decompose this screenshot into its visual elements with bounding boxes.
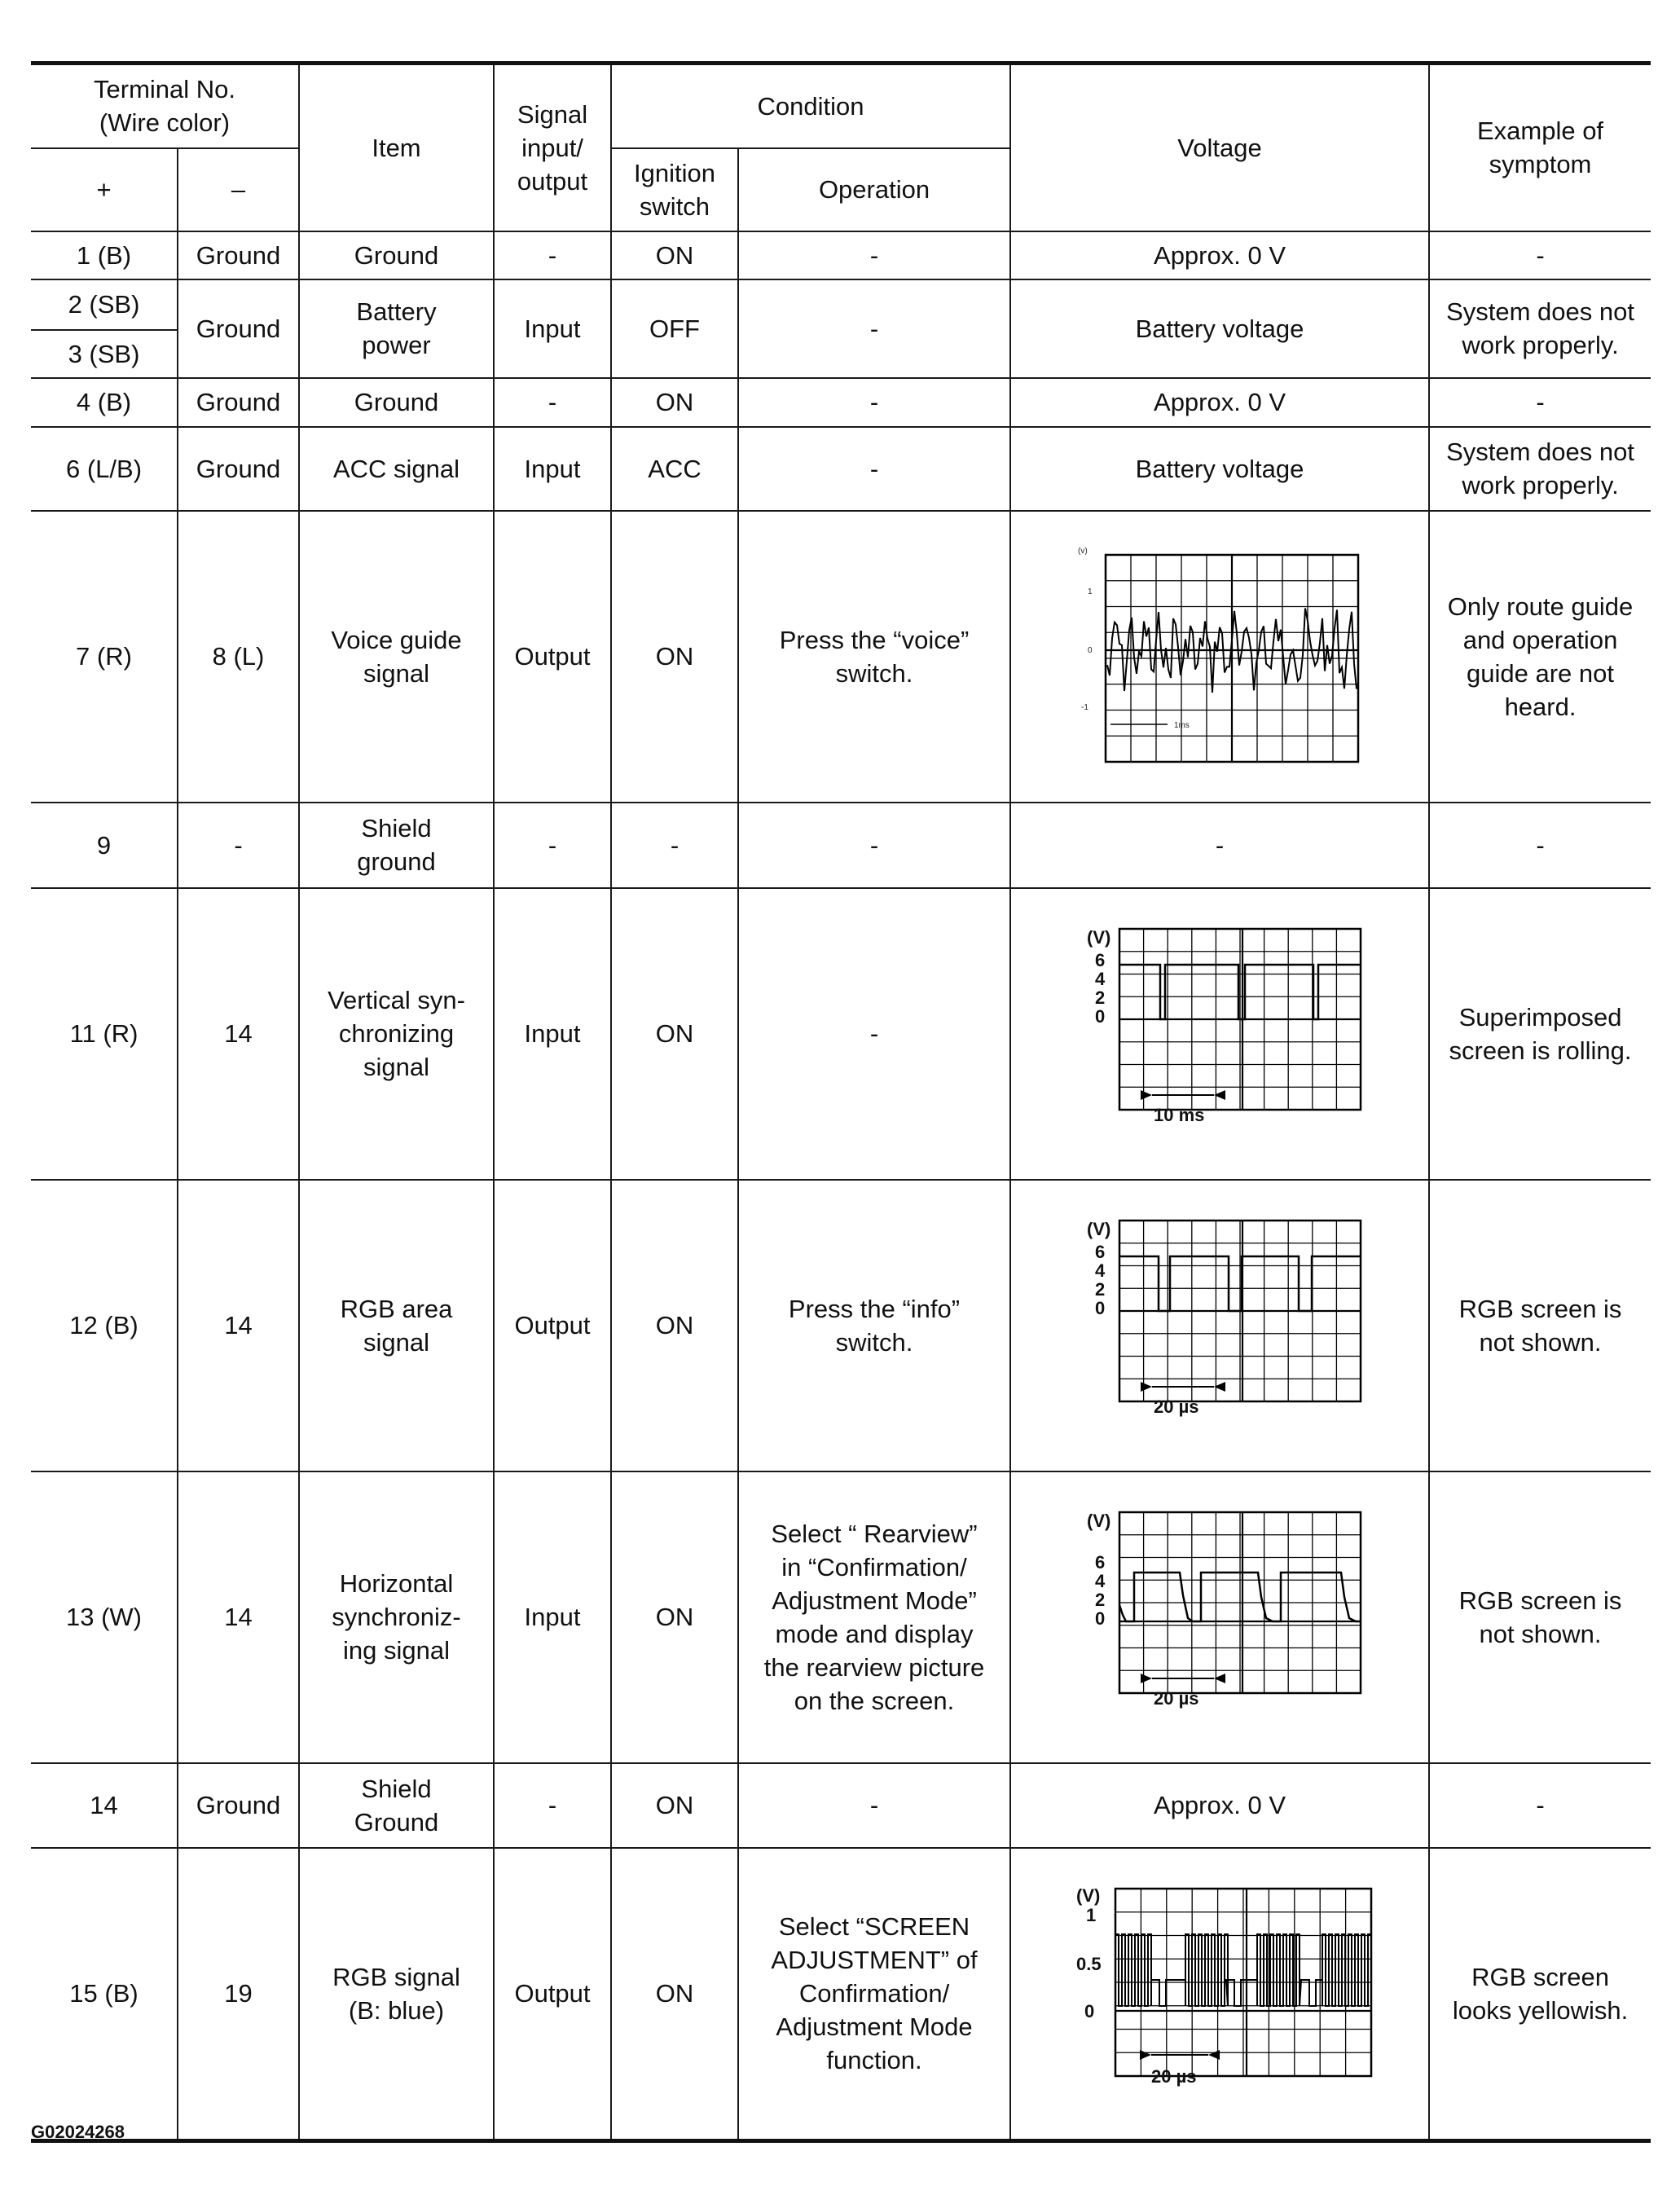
cell-signal: Input — [494, 888, 611, 1180]
rgbarea-tick-6: 6 — [1095, 1241, 1106, 1262]
cell-minus: Ground — [178, 378, 299, 427]
vsync-tick-6: 6 — [1095, 949, 1106, 970]
vsync-tick-2: 2 — [1095, 987, 1106, 1008]
cell-symptom: RGB screen is not shown. — [1429, 1471, 1651, 1763]
cell-voltage: Battery voltage — [1010, 427, 1429, 511]
cell-voltage: Battery voltage — [1010, 279, 1429, 378]
cell-ignition: ON — [611, 511, 738, 803]
vertical-sync-waveform — [1069, 924, 1370, 1144]
table-row — [31, 1471, 1651, 1763]
cell-symptom: Only route guide and operation guide are not heard. — [1429, 511, 1651, 803]
vsync-unit-label: (V) — [1087, 926, 1111, 948]
rgbblue-period-arrows — [1140, 2050, 1220, 2060]
cell-operation: Select “SCREEN ADJUSTMENT” of Confirmation/ Adjustment Mode function. — [738, 1848, 1010, 2141]
header-voltage: Voltage — [1010, 64, 1429, 231]
cell-symptom: - — [1429, 378, 1651, 427]
cell-minus: 14 — [178, 1471, 299, 1763]
cell-signal: - — [494, 231, 611, 279]
rgbarea-tick-2: 2 — [1095, 1278, 1106, 1300]
vsync-period-arrows — [1141, 1090, 1225, 1100]
cell-voltage: Approx. 0 V — [1010, 1763, 1429, 1848]
voice-time-label: 1ms — [1174, 720, 1190, 730]
cell-ignition: OFF — [611, 279, 738, 378]
cell-ignition: ON — [611, 231, 738, 279]
rgbblue-tick-0-5: 0.5 — [1076, 1953, 1102, 1974]
cell-plus: 3 (SB) — [31, 330, 178, 378]
cell-voltage: Approx. 0 V — [1010, 231, 1429, 279]
cell-symptom: RGB screen is not shown. — [1429, 1180, 1651, 1471]
cell-item: ACC signal — [299, 427, 494, 511]
cell-ignition: ON — [611, 1848, 738, 2141]
cell-minus: 8 (L) — [178, 511, 299, 803]
cell-operation: - — [738, 803, 1010, 888]
table-row — [31, 378, 1651, 427]
rgbblue-time-label: 20 µs — [1151, 2065, 1197, 2087]
cell-plus: 2 (SB) — [31, 279, 178, 330]
cell-plus: 13 (W) — [31, 1471, 178, 1763]
cell-operation: - — [738, 378, 1010, 427]
cell-operation: Press the “voice” switch. — [738, 511, 1010, 803]
cell-symptom: System does not work properly. — [1429, 279, 1651, 378]
header-condition: Condition — [611, 64, 1010, 148]
cell-plus: 1 (B) — [31, 231, 178, 279]
cell-symptom: - — [1429, 803, 1651, 888]
table-row — [31, 1763, 1651, 1848]
cell-signal: Output — [494, 1848, 611, 2141]
cell-ignition: ACC — [611, 427, 738, 511]
cell-voltage-waveform — [1010, 888, 1429, 1180]
cell-voltage-waveform — [1010, 1471, 1429, 1763]
cell-symptom: System does not work properly. — [1429, 427, 1651, 511]
header-signal: Signal input/ output — [494, 64, 611, 231]
table-row — [31, 279, 1651, 330]
cell-signal: Output — [494, 1180, 611, 1471]
cell-minus: Ground — [178, 231, 299, 279]
horizontal-sync-waveform — [1069, 1507, 1370, 1727]
rgbarea-tick-0: 0 — [1095, 1297, 1106, 1318]
voice-tick-1: 1 — [1088, 587, 1093, 596]
cell-signal: - — [494, 378, 611, 427]
cell-item: Horizontal synchroniz- ing signal — [299, 1471, 494, 1763]
cell-item: RGB signal (B: blue) — [299, 1848, 494, 2141]
cell-plus: 12 (B) — [31, 1180, 178, 1471]
cell-signal: Output — [494, 511, 611, 803]
cell-ignition: ON — [611, 888, 738, 1180]
cell-operation: Press the “info” switch. — [738, 1180, 1010, 1471]
cell-item: Shield ground — [299, 803, 494, 888]
cell-operation: - — [738, 888, 1010, 1180]
hsync-period-arrows — [1141, 1674, 1225, 1683]
cell-minus: 19 — [178, 1848, 299, 2141]
header-minus: – — [178, 148, 299, 231]
rgbarea-unit-label: (V) — [1087, 1218, 1111, 1239]
cell-symptom: - — [1429, 1763, 1651, 1848]
rgbblue-unit-label: (V) — [1076, 1885, 1101, 1906]
cell-plus: 15 (B) — [31, 1848, 178, 2141]
rgbblue-tick-0: 0 — [1084, 2000, 1095, 2021]
cell-item: Ground — [299, 231, 494, 279]
cell-minus: 14 — [178, 1180, 299, 1471]
cell-signal: Input — [494, 1471, 611, 1763]
cell-signal: - — [494, 1763, 611, 1848]
cell-signal: Input — [494, 427, 611, 511]
cell-ignition: ON — [611, 378, 738, 427]
cell-minus: 14 — [178, 888, 299, 1180]
terminal-reference-table — [31, 61, 1651, 2143]
cell-minus: Ground — [178, 1763, 299, 1848]
cell-plus: 11 (R) — [31, 888, 178, 1180]
hsync-tick-0: 0 — [1095, 1608, 1106, 1629]
hsync-unit-label: (V) — [1087, 1510, 1111, 1531]
cell-voltage-waveform — [1010, 511, 1429, 803]
cell-operation: - — [738, 427, 1010, 511]
cell-plus: 7 (R) — [31, 511, 178, 803]
vsync-tick-4: 4 — [1095, 968, 1106, 989]
cell-voltage-waveform — [1010, 1180, 1429, 1471]
hsync-tick-6: 6 — [1095, 1551, 1106, 1573]
rgb-blue-waveform — [1063, 1884, 1376, 2104]
rgb-area-waveform — [1069, 1216, 1370, 1436]
header-symptom: Example of symptom — [1429, 64, 1651, 231]
header-operation: Operation — [738, 148, 1010, 231]
rgbarea-period-arrows — [1141, 1382, 1225, 1392]
cell-ignition: ON — [611, 1763, 738, 1848]
cell-ignition: ON — [611, 1471, 738, 1763]
cell-operation: Select “ Rearview” in “Confirmation/ Adjustment Mode” mode and display the rearview picture on the screen. — [738, 1471, 1010, 1763]
cell-plus: 4 (B) — [31, 378, 178, 427]
cell-minus: Ground — [178, 427, 299, 511]
cell-voltage: - — [1010, 803, 1429, 888]
hsync-tick-2: 2 — [1095, 1589, 1106, 1610]
header-plus: + — [31, 148, 178, 231]
cell-minus: - — [178, 803, 299, 888]
rgbarea-time-label: 20 µs — [1154, 1396, 1199, 1417]
voice-tick-0: 0 — [1088, 645, 1093, 655]
vsync-time-label: 10 ms — [1154, 1104, 1205, 1125]
cell-item: Battery power — [299, 279, 494, 378]
cell-signal: Input — [494, 279, 611, 378]
cell-operation: - — [738, 1763, 1010, 1848]
cell-voltage: Approx. 0 V — [1010, 378, 1429, 427]
cell-item: Vertical syn- chronizing signal — [299, 888, 494, 1180]
cell-item: RGB area signal — [299, 1180, 494, 1471]
table-row — [31, 1848, 1651, 2141]
cell-item: Ground — [299, 378, 494, 427]
cell-plus: 9 — [31, 803, 178, 888]
cell-ignition: - — [611, 803, 738, 888]
cell-operation: - — [738, 279, 1010, 378]
cell-voltage-waveform — [1010, 1848, 1429, 2141]
table-row — [31, 427, 1651, 511]
voice-unit-label: (v) — [1078, 546, 1088, 556]
hsync-time-label: 20 µs — [1154, 1687, 1199, 1709]
cell-minus: Ground — [178, 279, 299, 378]
cell-symptom: - — [1429, 231, 1651, 279]
cell-symptom: Superimposed screen is rolling. — [1429, 888, 1651, 1180]
voice-tick-minus1: -1 — [1081, 702, 1088, 712]
figure-id: G02024268 — [31, 2122, 125, 2142]
header-item: Item — [299, 64, 494, 231]
cell-signal: - — [494, 803, 611, 888]
rgbarea-tick-4: 4 — [1095, 1260, 1106, 1281]
cell-item: Voice guide signal — [299, 511, 494, 803]
table-row — [31, 511, 1651, 803]
header-ignition: Ignition switch — [611, 148, 738, 231]
cell-ignition: ON — [611, 1180, 738, 1471]
cell-plus: 6 (L/B) — [31, 427, 178, 511]
hsync-tick-4: 4 — [1095, 1570, 1106, 1591]
cell-operation: - — [738, 231, 1010, 279]
vsync-tick-0: 0 — [1095, 1005, 1106, 1027]
table-row — [31, 888, 1651, 1180]
table-row — [31, 231, 1651, 279]
rgbblue-tick-1: 1 — [1086, 1904, 1097, 1925]
voice-guide-waveform — [1076, 547, 1363, 767]
cell-symptom: RGB screen looks yellowish. — [1429, 1848, 1651, 2141]
header-terminal-no: Terminal No. (Wire color) — [31, 64, 299, 148]
cell-item: Shield Ground — [299, 1763, 494, 1848]
table-row — [31, 1180, 1651, 1471]
table-row — [31, 803, 1651, 888]
cell-plus: 14 — [31, 1763, 178, 1848]
